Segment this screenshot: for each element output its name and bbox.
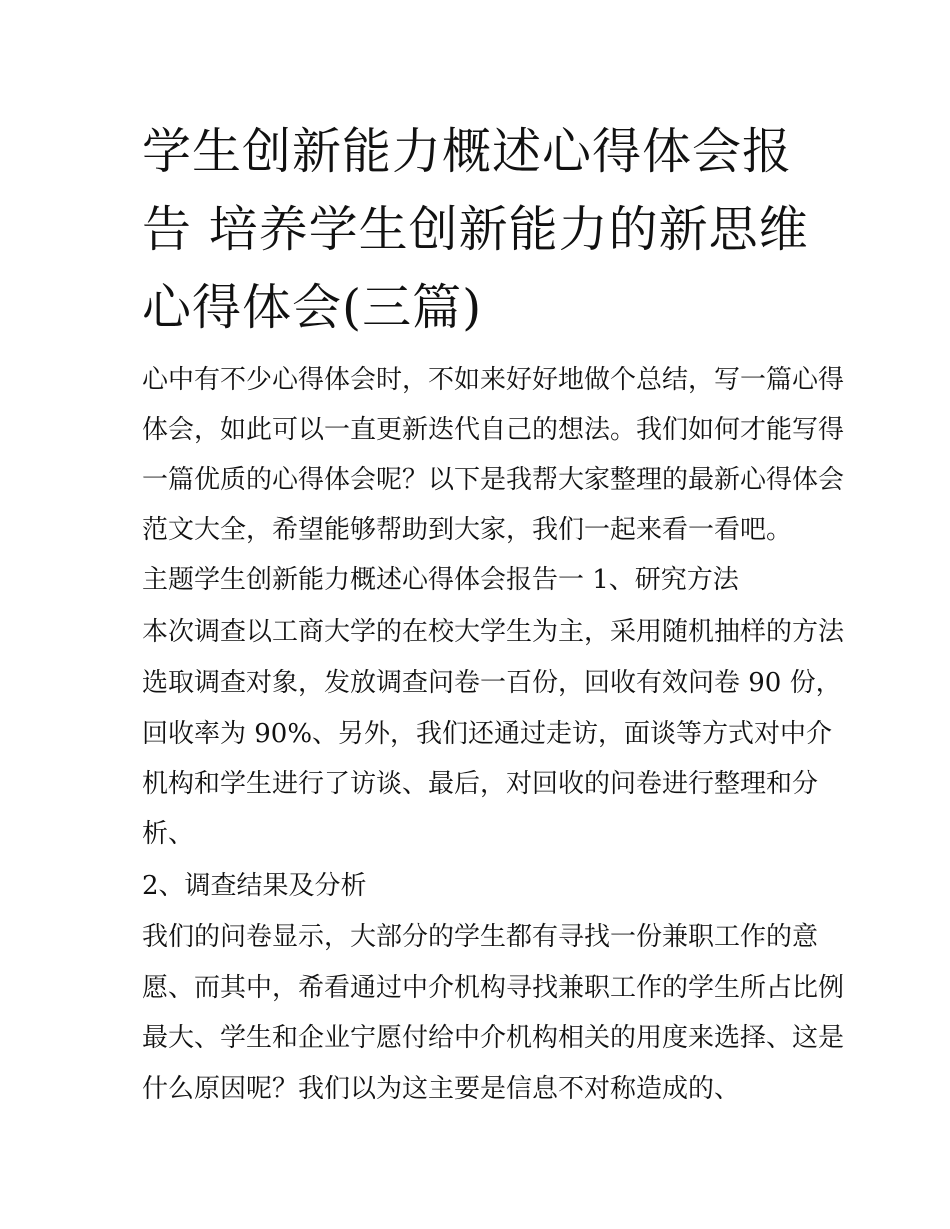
intro-line-4: 范文大全，希望能够帮助到大家，我们一起来看一看吧。 [142,515,793,545]
body-line-6: 我们的问卷显示，大部分的学生都有寻找一份兼职工作的意 [142,922,819,952]
body-line-7: 愿、而其中，希看通过中介机构寻找兼职工作的学生所占比例 [142,973,845,1003]
section-heading-2: 2、调查结果及分析 [142,871,367,901]
body-line-2: 选取调查对象，发放调查问卷一百份，回收有效问卷 90 份， [142,668,842,698]
body-line-4: 机构和学生进行了访谈、最后，对回收的问卷进行整理和分 [142,769,819,799]
section-heading-1: 主题学生创新能力概述心得体会报告一 1、研究方法 [142,565,739,595]
body-line-5: 析、 [142,819,195,849]
body-line-3: 回收率为 90%、另外，我们还通过走访，面谈等方式对中介 [142,719,833,749]
body-line-8: 最大、学生和企业宁愿付给中介机构相关的用度来选择、这是 [142,1023,845,1053]
body-line-9: 什么原因呢？我们以为这主要是信息不对称造成的、 [142,1074,741,1104]
intro-line-3: 一篇优质的心得体会呢？以下是我帮大家整理的最新心得体会 [142,465,845,495]
intro-line-1: 心中有不少心得体会时，不如来好好地做个总结，写一篇心得 [142,365,845,395]
document-title: 学生创新能力概述心得体会报告 培养学生创新能力的新思维心得体会(三篇) [142,123,809,336]
body-line-1: 本次调查以工商大学的在校大学生为主，采用随机抽样的方法 [142,617,845,647]
intro-line-2: 体会，如此可以一直更新迭代自己的想法。我们如何才能写得 [142,415,845,445]
